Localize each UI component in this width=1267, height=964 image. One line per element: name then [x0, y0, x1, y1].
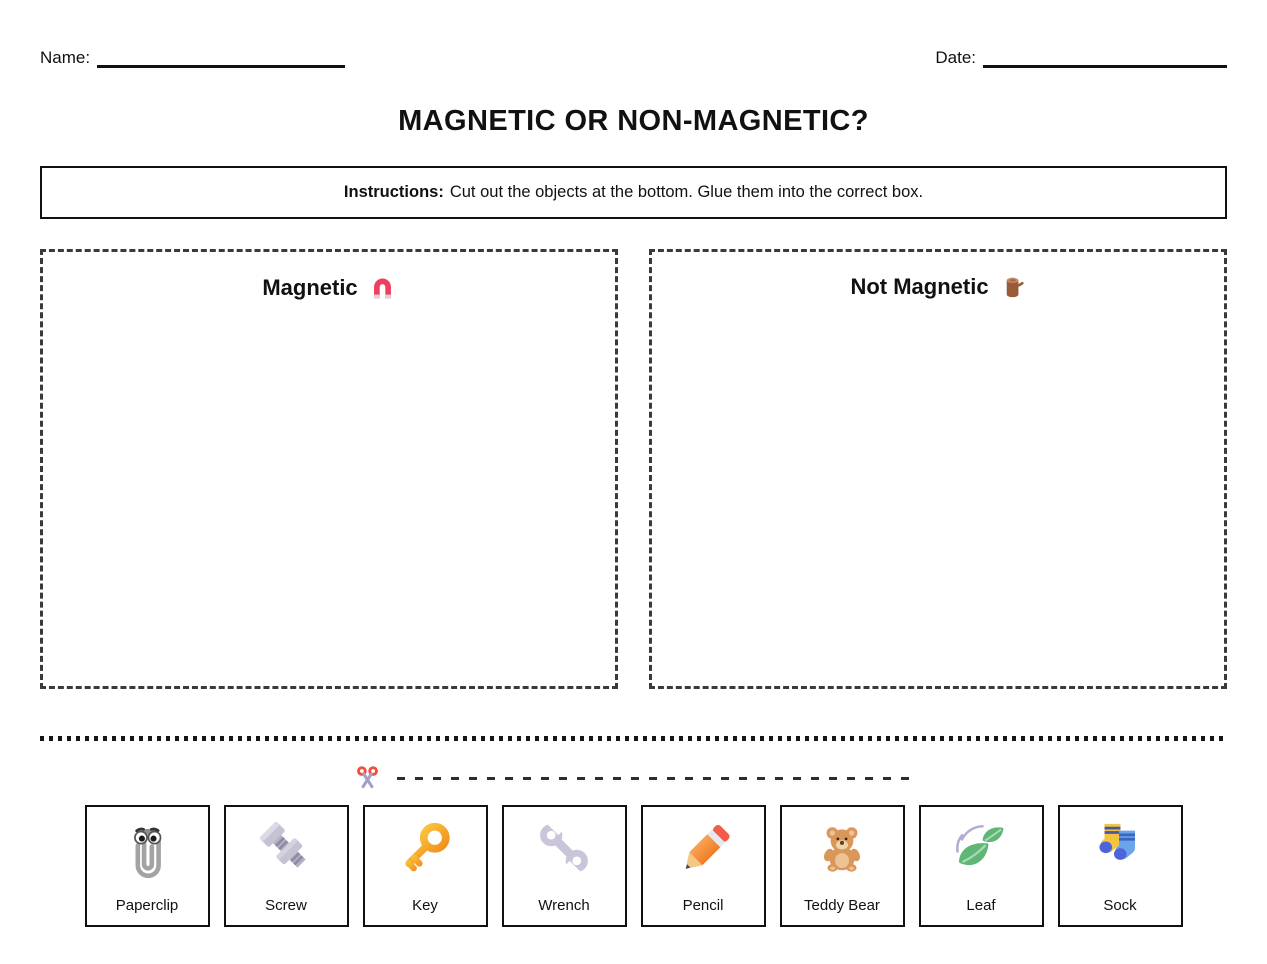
magnetic-box-label: Magnetic: [262, 274, 358, 300]
date-label: Date:: [935, 48, 976, 68]
card-key[interactable]: [363, 805, 488, 927]
leaf-icon: [951, 816, 1011, 880]
card-label: Screw: [265, 897, 307, 914]
card-label: Key: [412, 897, 438, 914]
sock-icon: [1090, 816, 1150, 880]
card-teddy-bear[interactable]: [780, 805, 905, 927]
card-sock[interactable]: [1058, 805, 1183, 927]
page-title: MAGNETIC OR NON-MAGNETIC?: [398, 105, 869, 137]
card-label: Pencil: [682, 897, 724, 914]
card-wrench[interactable]: [502, 805, 627, 927]
instructions-label: Instructions:: [343, 183, 444, 201]
key-icon: [395, 816, 455, 880]
card-label: Paperclip: [115, 897, 179, 914]
scissors-icon: [354, 764, 381, 792]
instructions-box: [40, 166, 1227, 219]
card-leaf[interactable]: [919, 805, 1044, 927]
name-input-line[interactable]: [97, 49, 345, 68]
pencil-icon: [673, 816, 733, 880]
card-label: Teddy Bear: [804, 897, 880, 914]
magnet-icon: [369, 274, 396, 301]
not-magnetic-box[interactable]: [649, 249, 1227, 689]
wrench-icon: [534, 816, 594, 880]
object-cards: [40, 805, 1227, 927]
paperclip-icon: [117, 816, 177, 880]
sorting-boxes: [40, 249, 1227, 689]
date-input-line[interactable]: [983, 49, 1227, 68]
not-magnetic-box-title: [850, 274, 1025, 300]
cut-dash-line: [397, 777, 919, 780]
not-magnetic-box-label: Not Magnetic: [850, 274, 989, 299]
header: [40, 46, 1227, 68]
card-pencil[interactable]: [641, 805, 766, 927]
card-label: Wrench: [538, 897, 590, 914]
name-field: [40, 49, 345, 68]
instructions-text: Cut out the objects at the bottom. Glue them into the correct box.: [449, 183, 924, 201]
card-screw[interactable]: [224, 805, 349, 927]
date-field: [935, 49, 1227, 68]
teddy-bear-icon: [812, 816, 872, 880]
wood-log-icon: [1000, 274, 1026, 300]
cut-line: [40, 764, 1227, 792]
magnetic-box[interactable]: [40, 249, 618, 689]
screw-icon: [256, 816, 316, 880]
card-label: Sock: [1103, 897, 1137, 914]
dotted-divider: [40, 736, 1227, 741]
card-paperclip[interactable]: [85, 805, 210, 927]
name-label: Name:: [40, 48, 91, 68]
card-label: Leaf: [966, 897, 996, 914]
magnetic-box-title: [262, 274, 395, 301]
